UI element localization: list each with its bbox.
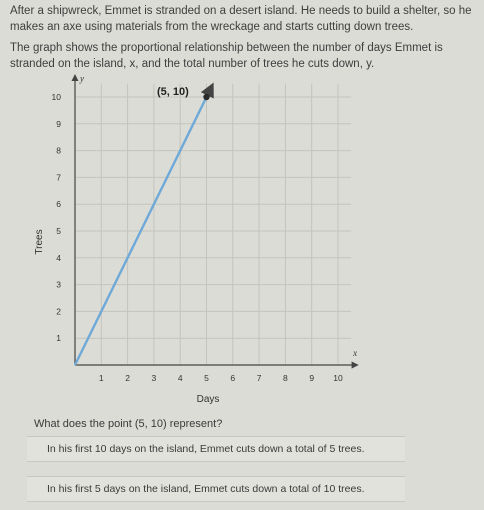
- problem-paragraph-2: The graph shows the proportional relationship between the number of days Emmet is stranded on the island, x, and the total number of trees he cuts down, y.: [10, 42, 443, 70]
- y-axis-title: Trees: [34, 229, 45, 255]
- problem-paragraph-1: After a shipwreck, Emmet is stranded on a desert island. He needs to build a shelter, so he makes an axe using materials from the wreckage and starts cutting down trees.: [10, 5, 472, 33]
- x-tick-label: 1: [98, 373, 104, 383]
- x-tick-label: 3: [151, 373, 157, 383]
- y-tick-label: 2: [56, 306, 61, 317]
- x-tick-label: 7: [256, 373, 262, 383]
- x-axis-letter: x: [353, 348, 358, 358]
- y-tick-label: 7: [56, 172, 61, 183]
- answer-choice-2-label: In his first 5 days on the island, Emmet cuts down a total of 10 trees.: [47, 483, 365, 495]
- y-tick-label: 9: [56, 118, 61, 129]
- y-tick-label: 8: [56, 145, 61, 156]
- chart-svg: [30, 73, 365, 412]
- y-tick-label: 1: [56, 333, 61, 344]
- y-axis-letter: y: [80, 73, 84, 84]
- x-tick-label: 10: [333, 373, 343, 383]
- x-tick-label: 4: [177, 373, 183, 383]
- x-tick-label: 6: [230, 373, 236, 383]
- x-tick-label: 2: [125, 373, 130, 383]
- proportional-relationship-chart: [30, 73, 365, 412]
- answer-choice-2[interactable]: [27, 476, 405, 502]
- x-tick-label: 8: [283, 373, 288, 383]
- y-tick-label: 6: [56, 199, 61, 210]
- x-tick-label: 9: [309, 373, 315, 383]
- data-point-5-10: [203, 94, 209, 100]
- point-label: (5, 10): [157, 86, 189, 98]
- y-tick-label: 3: [56, 279, 61, 290]
- x-tick-label: 5: [204, 373, 209, 383]
- y-tick-label: 10: [51, 92, 61, 102]
- problem-statement: [10, 3, 480, 77]
- y-tick-label: 4: [56, 252, 61, 263]
- y-tick-label: 5: [56, 226, 61, 236]
- answer-choice-1-label: In his first 10 days on the island, Emmet cuts down a total of 5 trees.: [47, 443, 365, 455]
- question-text: What does the point (5, 10) represent?: [34, 418, 223, 430]
- proportional-line: [75, 89, 210, 365]
- answer-choice-1[interactable]: [27, 436, 405, 462]
- x-axis-title: Days: [196, 394, 220, 405]
